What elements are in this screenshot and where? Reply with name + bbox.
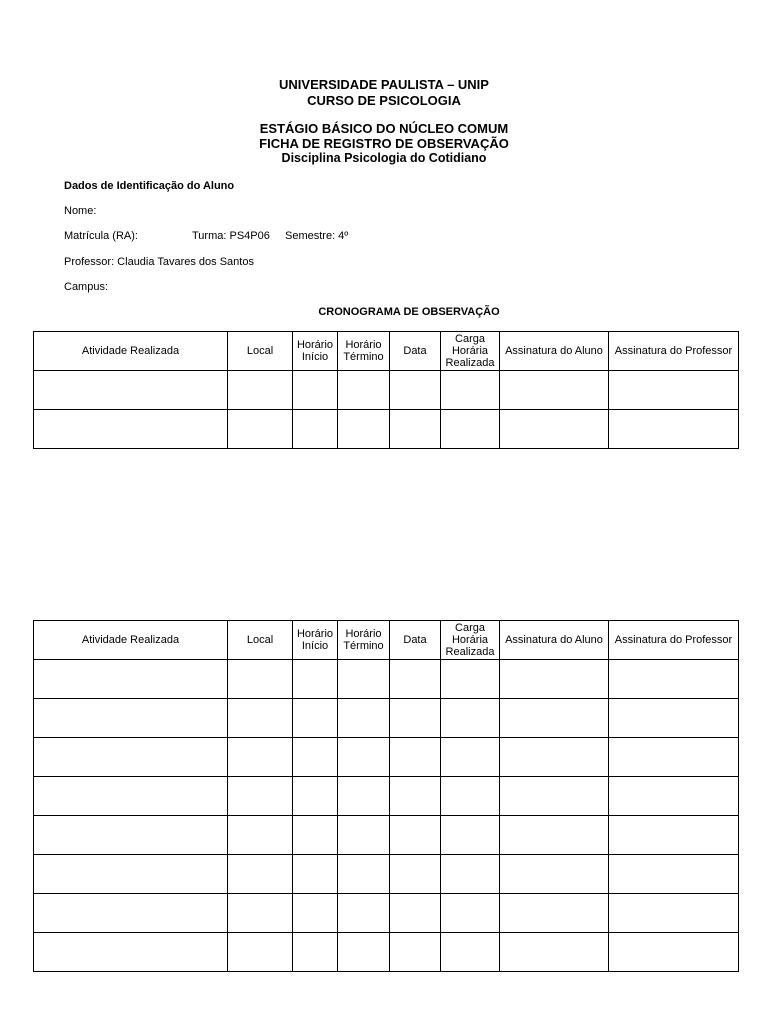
cell-atividade[interactable] [34,933,228,972]
col-header-data: Data [390,621,441,660]
table-header-row [34,621,739,660]
cell-assinatura-aluno[interactable] [500,371,609,410]
col-header-data: Data [390,332,441,371]
cell-atividade[interactable] [34,371,228,410]
cell-assinatura-professor[interactable] [609,738,739,777]
cell-local[interactable] [228,777,293,816]
cell-assinatura-aluno[interactable] [500,660,609,699]
schedule-table-2 [33,620,739,972]
col-header-horario-termino: Horário Término [338,332,390,371]
cell-local[interactable] [228,816,293,855]
col-header-atividade: Atividade Realizada [34,332,228,371]
cell-assinatura-aluno[interactable] [500,410,609,449]
cell-assinatura-professor[interactable] [609,855,739,894]
nome-label: Nome: [64,205,97,217]
col-header-assinatura-aluno: Assinatura do Aluno [500,621,609,660]
cell-atividade[interactable] [34,894,228,933]
table-row [34,777,739,816]
cell-atividade[interactable] [34,855,228,894]
col-header-atividade: Atividade Realizada [34,621,228,660]
cell-assinatura-professor[interactable] [609,699,739,738]
table-header-row [34,332,739,371]
cell-horario-termino[interactable] [338,933,390,972]
table-row [34,933,739,972]
cell-carga-horaria[interactable] [441,699,500,738]
cell-horario-termino[interactable] [338,738,390,777]
cell-carga-horaria[interactable] [441,660,500,699]
cell-assinatura-aluno[interactable] [500,738,609,777]
table-row [34,894,739,933]
col-header-assinatura-aluno: Assinatura do Aluno [500,332,609,371]
cell-local[interactable] [228,738,293,777]
cell-data[interactable] [390,410,441,449]
cell-data[interactable] [390,816,441,855]
cell-local[interactable] [228,894,293,933]
cell-assinatura-aluno[interactable] [500,699,609,738]
cell-assinatura-aluno[interactable] [500,816,609,855]
cell-horario-inicio[interactable] [293,933,338,972]
table-row [34,816,739,855]
cell-horario-termino[interactable] [338,855,390,894]
cell-carga-horaria[interactable] [441,371,500,410]
matricula-label: Matrícula (RA): [64,230,138,242]
professor-label: Professor: Claudia Tavares dos Santos [64,256,254,268]
table-row [34,738,739,777]
cell-assinatura-aluno[interactable] [500,855,609,894]
cell-horario-termino[interactable] [338,894,390,933]
cell-assinatura-professor[interactable] [609,933,739,972]
col-header-local: Local [228,332,293,371]
cell-carga-horaria[interactable] [441,816,500,855]
cell-assinatura-professor[interactable] [609,894,739,933]
header-line-1: UNIVERSIDADE PAULISTA – UNIP [279,77,489,92]
cell-data[interactable] [390,777,441,816]
table-row [34,855,739,894]
semestre-label: Semestre: 4º [285,230,349,242]
cell-atividade[interactable] [34,816,228,855]
cell-horario-inicio[interactable] [293,410,338,449]
header-line-4: FICHA DE REGISTRO DE OBSERVAÇÃO [259,136,509,151]
cell-horario-termino[interactable] [338,699,390,738]
cell-atividade[interactable] [34,777,228,816]
col-header-horario-inicio: Horário Início [293,332,338,371]
col-header-assinatura-professor: Assinatura do Professor [609,332,739,371]
cell-data[interactable] [390,660,441,699]
cell-carga-horaria[interactable] [441,777,500,816]
schedule-table-2-body [34,660,739,972]
cell-local[interactable] [228,699,293,738]
cell-horario-termino[interactable] [338,371,390,410]
cell-local[interactable] [228,660,293,699]
cell-horario-inicio[interactable] [293,777,338,816]
cell-atividade[interactable] [34,660,228,699]
turma-label: Turma: PS4P06 [192,230,270,242]
schedule-table-1-body [34,371,739,449]
schedule-title: CRONOGRAMA DE OBSERVAÇÃO [318,306,500,318]
col-header-horario-inicio: Horário Início [293,621,338,660]
cell-atividade[interactable] [34,410,228,449]
cell-horario-termino[interactable] [338,660,390,699]
cell-assinatura-professor[interactable] [609,410,739,449]
table-row [34,699,739,738]
col-header-horario-termino: Horário Término [338,621,390,660]
cell-assinatura-professor[interactable] [609,777,739,816]
cell-carga-horaria[interactable] [441,933,500,972]
cell-assinatura-professor[interactable] [609,371,739,410]
campus-label: Campus: [64,281,109,293]
cell-horario-termino[interactable] [338,816,390,855]
cell-horario-inicio[interactable] [293,371,338,410]
cell-data[interactable] [390,371,441,410]
cell-horario-inicio[interactable] [293,816,338,855]
col-header-local: Local [228,621,293,660]
cell-data[interactable] [390,738,441,777]
cell-atividade[interactable] [34,738,228,777]
cell-local[interactable] [228,855,293,894]
cell-horario-inicio[interactable] [293,738,338,777]
cell-data[interactable] [390,894,441,933]
cell-horario-inicio[interactable] [293,855,338,894]
cell-carga-horaria[interactable] [441,855,500,894]
header-line-3: ESTÁGIO BÁSICO DO NÚCLEO COMUM [259,121,509,136]
cell-data[interactable] [390,855,441,894]
cell-data[interactable] [390,933,441,972]
cell-assinatura-aluno[interactable] [500,933,609,972]
cell-atividade[interactable] [34,699,228,738]
cell-local[interactable] [228,933,293,972]
cell-data[interactable] [390,699,441,738]
cell-assinatura-aluno[interactable] [500,894,609,933]
col-header-assinatura-professor: Assinatura do Professor [609,621,739,660]
cell-horario-termino[interactable] [338,777,390,816]
table-row [34,660,739,699]
cell-carga-horaria[interactable] [441,410,500,449]
cell-assinatura-professor[interactable] [609,816,739,855]
header-line-2: CURSO DE PSICOLOGIA [307,93,461,108]
schedule-table-1 [33,331,739,449]
cell-horario-inicio[interactable] [293,699,338,738]
table-row [34,410,739,449]
cell-carga-horaria[interactable] [441,894,500,933]
col-header-carga-horaria: Carga Horária Realizada [441,621,500,660]
cell-local[interactable] [228,410,293,449]
header-line-5: Disciplina Psicologia do Cotidiano [281,151,487,165]
cell-local[interactable] [228,371,293,410]
col-header-carga-horaria: Carga Horária Realizada [441,332,500,371]
cell-horario-inicio[interactable] [293,660,338,699]
table-row [34,371,739,410]
cell-horario-inicio[interactable] [293,894,338,933]
student-info-title: Dados de Identificação do Aluno [64,180,235,192]
cell-assinatura-professor[interactable] [609,660,739,699]
cell-assinatura-aluno[interactable] [500,777,609,816]
cell-carga-horaria[interactable] [441,738,500,777]
cell-horario-termino[interactable] [338,410,390,449]
